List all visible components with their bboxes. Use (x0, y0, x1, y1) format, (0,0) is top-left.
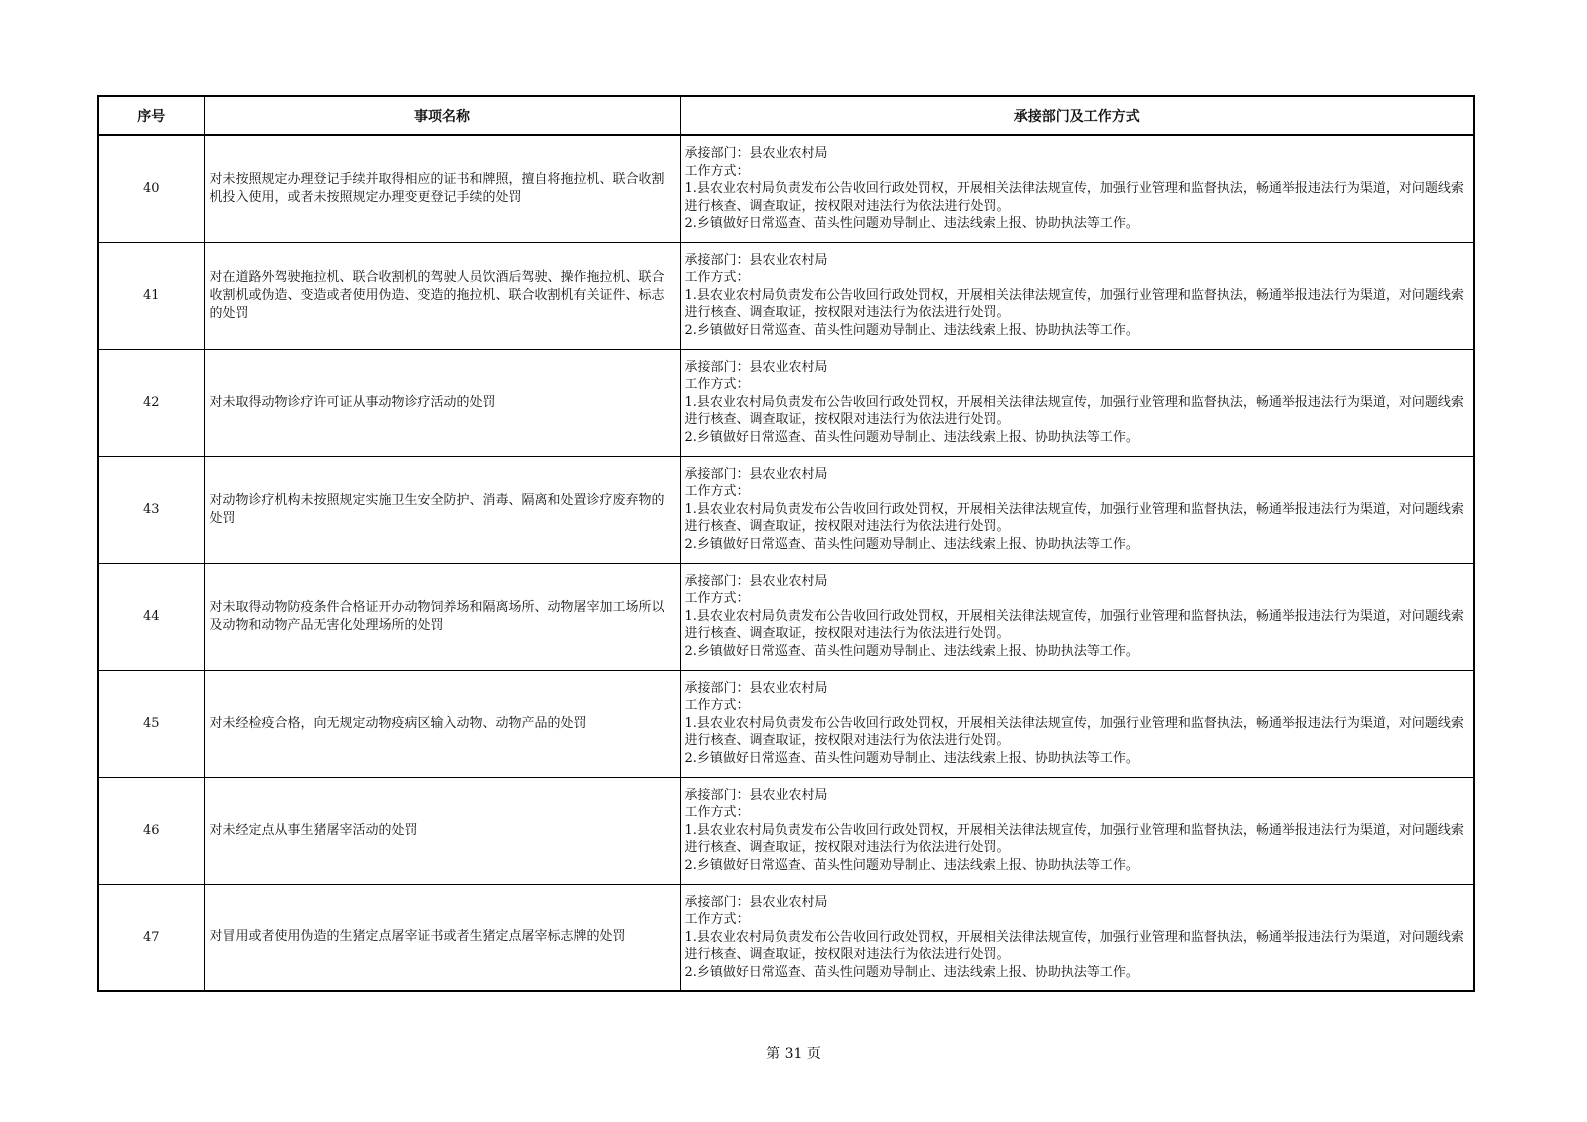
method-label: 工作方式： (684, 163, 750, 179)
method-item-1: 1.县农业农村局负责发布公告收回行政处罚权，开展相关法律法规宣传，加强行业管理和监督执法，畅通举报违法行为渠道，对问题线索进行核查、调查取证，按权限对违法行为依法进行处罚。 (684, 181, 1464, 214)
department-line: 承接部门：县农业农村局 (684, 787, 828, 803)
row-matter-name: 对未按照规定办理登记手续并取得相应的证书和牌照，擅自将拖拉机、联合收割机投入使用，或者未按照规定办理变更登记手续的处罚 (204, 135, 680, 242)
row-department-method (680, 670, 1474, 777)
method-label: 工作方式： (684, 270, 750, 286)
row-serial-number: 47 (98, 884, 204, 991)
page-number: 第 31 页 (766, 1046, 821, 1062)
row-matter-name: 对未经定点从事生猪屠宰活动的处罚 (204, 777, 680, 884)
method-label: 工作方式： (684, 912, 750, 927)
table-row (98, 884, 1474, 991)
row-matter-name: 对未经检疫合格，向无规定动物疫病区输入动物、动物产品的处罚 (204, 670, 680, 777)
method-item-2: 2.乡镇做好日常巡查、苗头性问题劝导制止、违法线索上报、协助执法等工作。 (684, 857, 1139, 873)
method-label: 工作方式： (684, 805, 750, 821)
table-header-row (98, 96, 1474, 135)
department-line: 承接部门：县农业农村局 (684, 894, 828, 910)
method-label: 工作方式： (684, 698, 750, 714)
row-matter-name: 对动物诊疗机构未按照规定实施卫生安全防护、消毒、隔离和处置诊疗废弃物的处罚 (204, 456, 680, 563)
row-department-method (680, 242, 1474, 349)
method-label: 工作方式： (684, 484, 750, 500)
method-item-1: 1.县农业农村局负责发布公告收回行政处罚权，开展相关法律法规宣传，加强行业管理和监督执法，畅通举报违法行为渠道，对问题线索进行核查、调查取证，按权限对违法行为依法进行处罚。 (684, 501, 1464, 535)
table-row (98, 135, 1474, 242)
method-item-1: 1.县农业农村局负责发布公告收回行政处罚权，开展相关法律法规宣传，加强行业管理和监督执法，畅通举报违法行为渠道，对问题线索进行核查、调查取证，按权限对违法行为依法进行处罚。 (684, 394, 1464, 428)
method-item-2: 2.乡镇做好日常巡查、苗头性问题劝导制止、违法线索上报、协助执法等工作。 (684, 643, 1139, 659)
row-department-method (680, 884, 1474, 991)
table-row (98, 777, 1474, 884)
method-item-1: 1.县农业农村局负责发布公告收回行政处罚权，开展相关法律法规宣传，加强行业管理和监督执法，畅通举报违法行为渠道，对问题线索进行核查、调查取证，按权限对违法行为依法进行处罚。 (684, 287, 1464, 321)
method-item-2: 2.乡镇做好日常巡查、苗头性问题劝导制止、违法线索上报、协助执法等工作。 (684, 964, 1139, 980)
row-serial-number: 44 (98, 563, 204, 670)
method-item-1: 1.县农业农村局负责发布公告收回行政处罚权，开展相关法律法规宣传，加强行业管理和监督执法，畅通举报违法行为渠道，对问题线索进行核查、调查取证，按权限对违法行为依法进行处罚。 (684, 715, 1464, 749)
row-matter-name: 对未取得动物诊疗许可证从事动物诊疗活动的处罚 (204, 349, 680, 456)
header-matter-name: 事项名称 (204, 96, 680, 135)
row-matter-name: 对在道路外驾驶拖拉机、联合收割机的驾驶人员饮酒后驾驶、操作拖拉机、联合收割机或伪造、变造或者使用伪造、变造的拖拉机、联合收割机有关证件、标志的处罚 (204, 242, 680, 349)
row-serial-number: 41 (98, 242, 204, 349)
method-item-2: 2.乡镇做好日常巡查、苗头性问题劝导制止、违法线索上报、协助执法等工作。 (684, 750, 1139, 766)
department-line: 承接部门：县农业农村局 (684, 146, 828, 161)
row-serial-number: 45 (98, 670, 204, 777)
department-line: 承接部门：县农业农村局 (684, 359, 828, 375)
method-item-2: 2.乡镇做好日常巡查、苗头性问题劝导制止、违法线索上报、协助执法等工作。 (684, 322, 1139, 338)
method-item-1: 1.县农业农村局负责发布公告收回行政处罚权，开展相关法律法规宣传，加强行业管理和监督执法，畅通举报违法行为渠道，对问题线索进行核查、调查取证，按权限对违法行为依法进行处罚。 (684, 929, 1464, 962)
method-item-1: 1.县农业农村局负责发布公告收回行政处罚权，开展相关法律法规宣传，加强行业管理和监督执法，畅通举报违法行为渠道，对问题线索进行核查、调查取证，按权限对违法行为依法进行处罚。 (684, 608, 1464, 642)
row-serial-number: 46 (98, 777, 204, 884)
row-matter-name: 对冒用或者使用伪造的生猪定点屠宰证书或者生猪定点屠宰标志牌的处罚 (204, 884, 680, 991)
department-line: 承接部门：县农业农村局 (684, 252, 828, 268)
department-line: 承接部门：县农业农村局 (684, 573, 828, 589)
row-department-method (680, 456, 1474, 563)
header-serial-number: 序号 (98, 96, 204, 135)
row-matter-name: 对未取得动物防疫条件合格证开办动物饲养场和隔离场所、动物屠宰加工场所以及动物和动物产品无害化处理场所的处罚 (204, 563, 680, 670)
table-row (98, 349, 1474, 456)
table-row (98, 242, 1474, 349)
table-row (98, 456, 1474, 563)
matters-table (97, 95, 1475, 992)
header-department-method: 承接部门及工作方式 (680, 96, 1474, 135)
method-item-1: 1.县农业农村局负责发布公告收回行政处罚权，开展相关法律法规宣传，加强行业管理和监督执法，畅通举报违法行为渠道，对问题线索进行核查、调查取证，按权限对违法行为依法进行处罚。 (684, 822, 1464, 856)
method-label: 工作方式： (684, 591, 750, 607)
department-line: 承接部门：县农业农村局 (684, 680, 828, 696)
row-serial-number: 40 (98, 135, 204, 242)
method-item-2: 2.乡镇做好日常巡查、苗头性问题劝导制止、违法线索上报、协助执法等工作。 (684, 216, 1139, 231)
method-label: 工作方式： (684, 377, 750, 393)
table-row (98, 670, 1474, 777)
row-department-method (680, 349, 1474, 456)
table-row (98, 563, 1474, 670)
row-department-method (680, 777, 1474, 884)
row-department-method (680, 563, 1474, 670)
row-serial-number: 43 (98, 456, 204, 563)
row-department-method (680, 135, 1474, 242)
row-serial-number: 42 (98, 349, 204, 456)
department-line: 承接部门：县农业农村局 (684, 466, 828, 482)
method-item-2: 2.乡镇做好日常巡查、苗头性问题劝导制止、违法线索上报、协助执法等工作。 (684, 429, 1139, 445)
method-item-2: 2.乡镇做好日常巡查、苗头性问题劝导制止、违法线索上报、协助执法等工作。 (684, 536, 1139, 552)
